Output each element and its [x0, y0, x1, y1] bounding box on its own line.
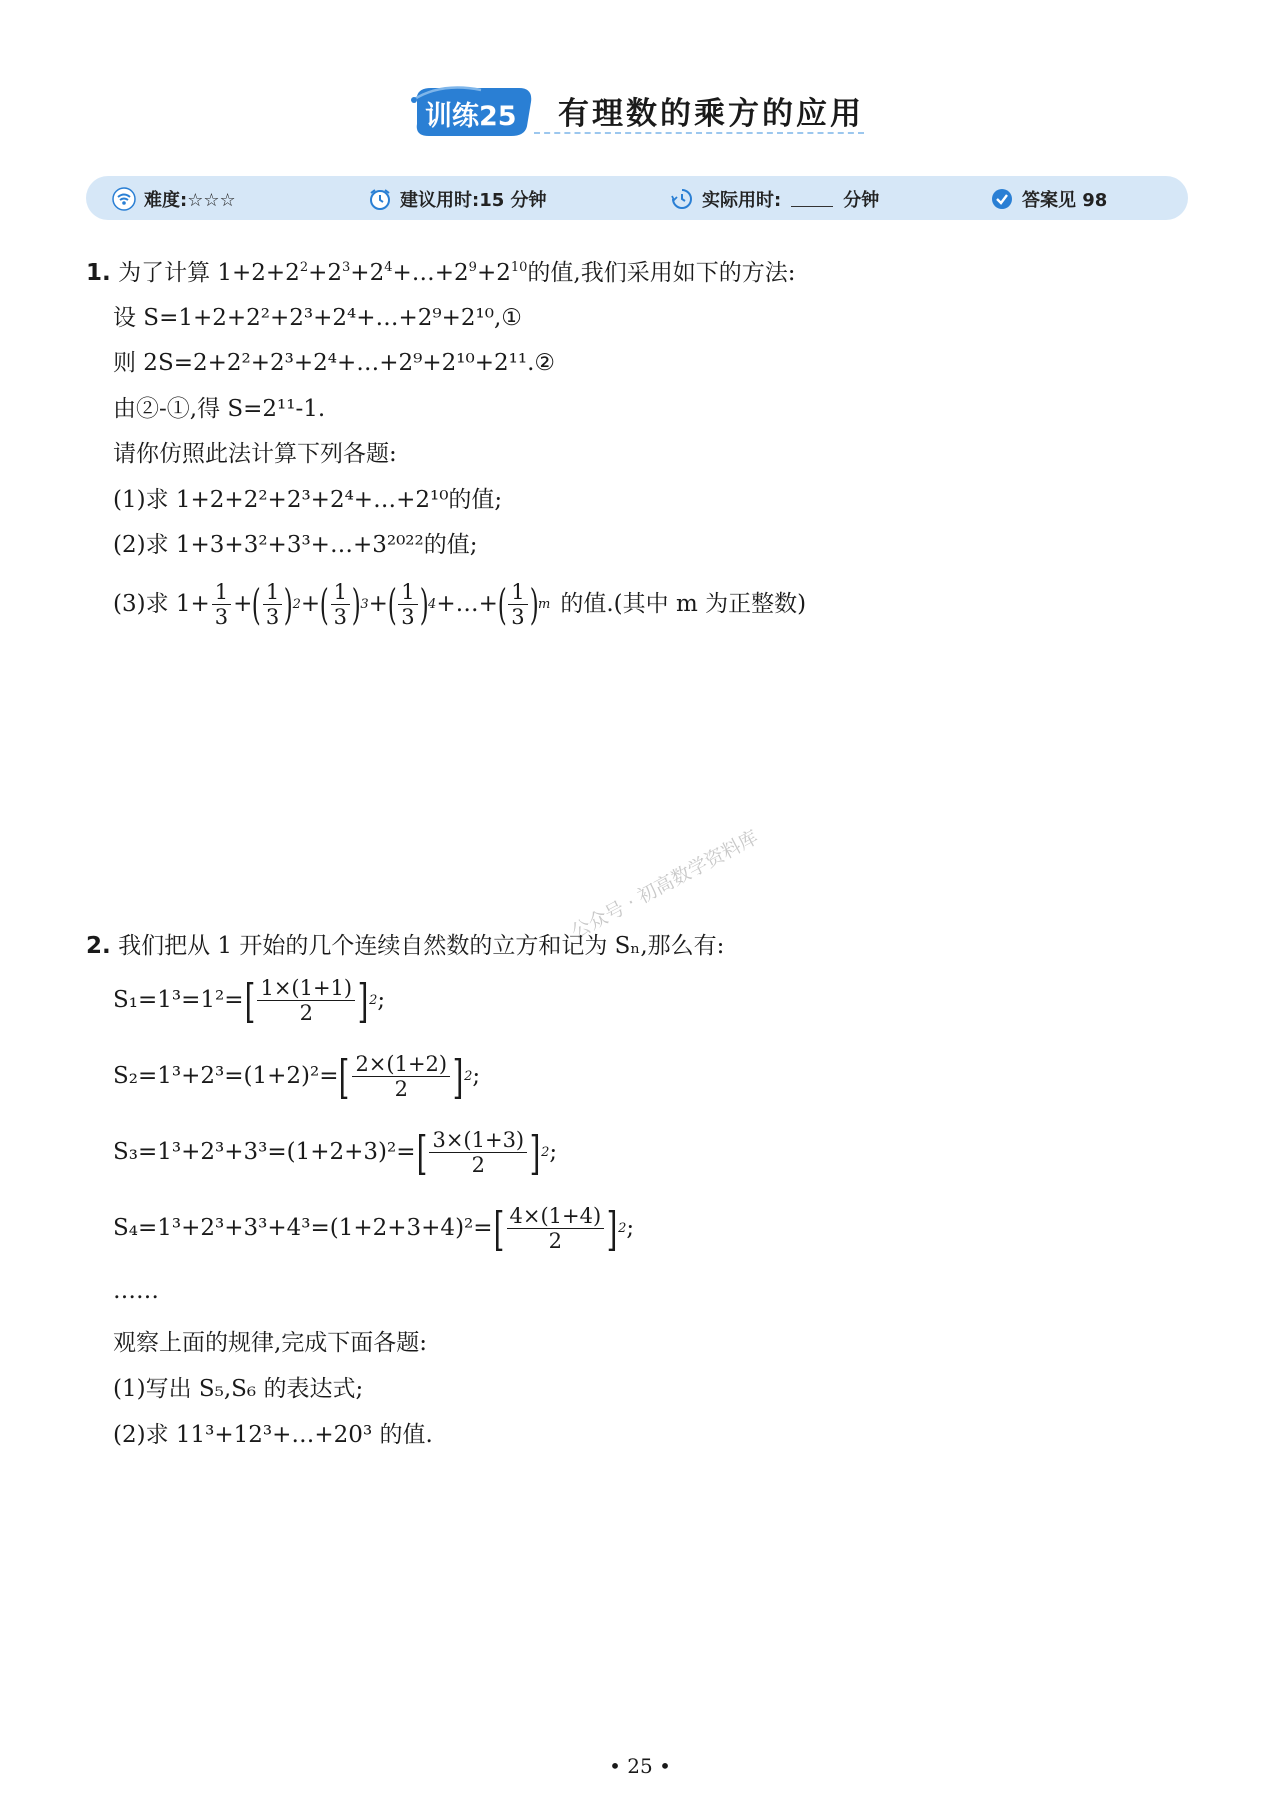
q2-s4-left: S₄=1³+2³+3³+4³=(1+2+3+4)²= — [113, 1215, 493, 1242]
q1-number: 1. — [86, 260, 111, 286]
plus: + — [368, 591, 388, 618]
q1-part2: (2)求 1+3+3²+3³+…+3²⁰²²的值; — [113, 532, 478, 558]
ellipsis-plus: +…+ — [436, 591, 498, 618]
q2-s2-left: S₂=1³+2³=(1+2)²= — [113, 1063, 339, 1090]
fraction — [352, 1052, 450, 1101]
actual-time-info — [670, 186, 879, 212]
frac-num: 1 — [398, 580, 417, 605]
timer-icon — [670, 187, 694, 211]
semicolon: ; — [626, 1215, 635, 1242]
frac-num: 1 — [508, 580, 527, 605]
bracket: ] — [606, 1201, 618, 1256]
q1-instruction: 请你仿照此法计算下列各题: — [113, 441, 397, 467]
bracket: [ — [339, 1049, 350, 1104]
q2-s3: S₃=1³+2³+3³=(1+2+3)²= [ $\frac{3\times(1+3)}{2}$ ] 2 ; — [113, 1125, 558, 1180]
fraction — [331, 580, 350, 629]
title-underline — [534, 132, 864, 134]
q2-part2: (2)求 11³+12³+…+20³ 的值. — [113, 1422, 433, 1448]
difficulty-label: 难度:☆☆☆ — [144, 190, 236, 211]
q2-part1: (1)写出 S₅,S₆ 的表达式; — [113, 1376, 364, 1402]
paren: ( — [387, 579, 397, 629]
difficulty-info — [112, 186, 236, 212]
frac-num: 1×(1+1) — [257, 976, 355, 1001]
page-number: • 25 • — [609, 1754, 671, 1778]
bracket: [ — [244, 973, 255, 1028]
semicolon: ; — [549, 1139, 558, 1166]
answer-ref-label: 答案见 98 — [1022, 190, 1108, 211]
frac-num: 3×(1+3) — [429, 1128, 527, 1153]
frac-num: 1 — [331, 580, 350, 605]
fraction — [429, 1128, 527, 1177]
fraction — [212, 580, 231, 629]
q1-step2: 则 2S=2+2²+2³+2⁴+…+2⁹+2¹⁰+2¹¹.② — [113, 350, 555, 376]
q2-instruction: 观察上面的规律,完成下面各题: — [113, 1330, 428, 1356]
bracket: [ — [493, 1201, 504, 1256]
bracket: ] — [452, 1049, 464, 1104]
fraction — [508, 580, 527, 629]
actual-time-label: 实际用时: — [702, 190, 782, 211]
q1-part1: (1)求 1+2+2²+2³+2⁴+…+2¹⁰的值; — [113, 487, 503, 513]
bracket: ] — [529, 1125, 541, 1180]
q2-s1-left: S₁=1³=1²= — [113, 987, 244, 1014]
q2-s1: S₁=1³=1²= [ $\frac{1\times(1+1)}{2}$ ] 2 ; — [113, 973, 386, 1028]
fraction — [398, 580, 417, 629]
q1-exp: 9 — [468, 260, 477, 275]
q1-intro-text: +2 — [308, 260, 343, 286]
q1-intro — [86, 262, 795, 285]
frac-den: 3 — [265, 605, 280, 630]
semicolon: ; — [472, 1063, 481, 1090]
paren: ) — [529, 579, 539, 629]
q1-exp: 4 — [384, 260, 393, 275]
frac-den: 3 — [401, 605, 415, 630]
paren: ) — [283, 579, 293, 629]
q1-intro-text: +2 — [350, 260, 385, 286]
frac-num: 1 — [212, 580, 231, 605]
q1-exp: 2 — [299, 260, 309, 275]
fraction — [507, 1204, 605, 1253]
bracket: [ — [416, 1125, 427, 1180]
paren: ( — [319, 579, 329, 629]
q1-exp: 10 — [510, 260, 528, 275]
q2-intro-text: 我们把从 1 开始的几个连续自然数的立方和记为 Sₙ,那么有: — [118, 933, 725, 959]
answer-ref-info — [990, 186, 1107, 212]
q2-number: 2. — [86, 933, 111, 959]
q2-s3-left: S₃=1³+2³+3³=(1+2+3)²= — [113, 1139, 416, 1166]
suggested-time-label: 建议用时:15 分钟 — [400, 190, 547, 211]
actual-time-blank[interactable] — [791, 192, 833, 207]
paren: ) — [419, 579, 429, 629]
q1-exp: 3 — [342, 260, 351, 275]
plus: + — [300, 591, 321, 618]
frac-num: 2×(1+2) — [352, 1052, 450, 1077]
q2-dots: …… — [113, 1278, 159, 1304]
paren: ( — [252, 579, 262, 629]
frac-den: 2 — [471, 1153, 485, 1178]
actual-time-unit: 分钟 — [843, 190, 880, 211]
frac-den: 2 — [548, 1229, 563, 1254]
q1-part3-suffix: 的值.(其中 m 为正整数) — [560, 591, 807, 618]
paren: ) — [351, 579, 361, 629]
q1-intro-text: +2 — [476, 260, 511, 286]
q1-part3: (3)求 1+ $\frac{1}{3}$ + ( $\frac{1}{3}$ ) 2 + ( $\frac{1}{3}$ ) 3 + ( $\frac{1}{3}$ ) 4 +…+ ( $\frac{1}{3}$ ) m 的值.(其中 m 为正整数) — [113, 579, 807, 630]
q2-s2: S₂=1³+2³=(1+2)²= [ $\frac{2\times(1+2)}{2}$ ] 2 ; — [113, 1049, 481, 1104]
frac-den: 3 — [511, 605, 525, 630]
q1-step1: 设 S=1+2+2²+2³+2⁴+…+2⁹+2¹⁰,① — [113, 305, 522, 331]
frac-num: 4×(1+4) — [507, 1204, 605, 1229]
q1-intro-text: +…+2 — [392, 260, 469, 286]
paren: ( — [497, 579, 507, 629]
frac-den: 3 — [214, 605, 229, 630]
q1-part3-prefix: (3)求 1+ — [113, 591, 210, 618]
q1-intro-text: 为了计算 1+2+2 — [118, 260, 300, 286]
plus: + — [233, 591, 253, 618]
page-title: 有理数的乘方的应用 — [558, 96, 864, 132]
q1-step3: 由②-①,得 S=2¹¹-1. — [113, 396, 326, 422]
alarm-clock-icon — [368, 187, 392, 211]
frac-den: 3 — [333, 605, 347, 630]
lesson-badge — [411, 84, 536, 138]
watermark: 公众号 · 初高数学资料库 — [567, 826, 762, 944]
fraction — [263, 580, 282, 629]
signal-icon — [112, 187, 136, 211]
check-circle-icon — [990, 187, 1014, 211]
q2-intro — [86, 935, 724, 958]
bracket: ] — [357, 973, 369, 1028]
frac-den: 2 — [394, 1077, 408, 1102]
frac-den: 2 — [299, 1001, 313, 1026]
q1-intro-text: 的值,我们采用如下的方法: — [527, 260, 796, 286]
badge-label: 训练25 — [425, 101, 517, 132]
suggested-time-info — [368, 186, 547, 212]
semicolon: ; — [377, 987, 386, 1014]
q2-s4: S₄=1³+2³+3³+4³=(1+2+3+4)²= [ $\frac{4\times(1+4)}{2}$ ] 2 ; — [113, 1201, 635, 1256]
fraction — [257, 976, 355, 1025]
frac-num: 1 — [263, 580, 282, 605]
